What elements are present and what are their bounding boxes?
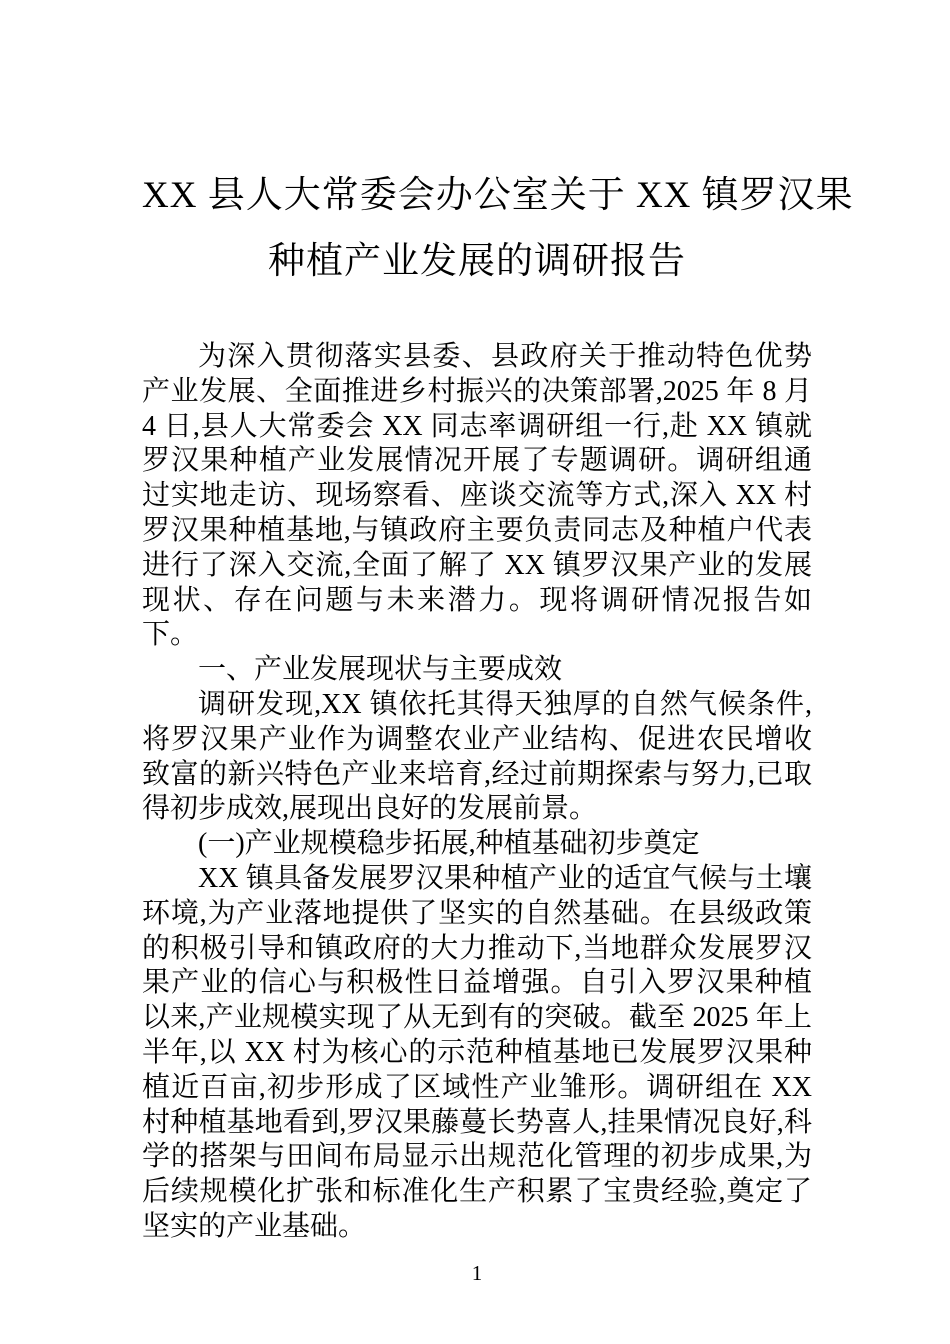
section-heading-1: 一、产业发展现状与主要成效 <box>198 654 563 686</box>
subsection-1-1-paragraph: XX 镇具备发展罗汉果种植产业的适宜气候与土壤环境,为产业落地提供了坚实的自然基础。在县级政策的积极引导和镇政府的大力推动下,当地群众发展罗汉果产业的信心与积极性日益增强。自引入罗汉果种植以来,产业规模实现了从无到有的突破。截至 2025 年上半年,以 XX 村为核心的示范种植基地已发展罗汉果种植近百亩,初步形成了区域性产业雏形。调研组在 XX 村种植基地看到,罗汉果藤蔓长势喜人,挂果情况良好,科学的搭架与田间布局显示出规范化管理的初步成果,为后续规模化扩张和标准化生产积累了宝贵经验,奠定了坚实的产业基础。 <box>142 862 812 1242</box>
document-title-line-2: 种植产业发展的调研报告 <box>268 241 686 282</box>
page-number: 1 <box>471 1260 483 1285</box>
document-title <box>142 163 854 295</box>
section-1-overview-paragraph: 调研发现,XX 镇依托其得天独厚的自然气候条件,将罗汉果产业作为调整农业产业结构、促进农民增收致富的新兴特色产业来培育,经过前期探索与努力,已取得初步成效,展现出良好的发展前景。 <box>142 688 812 825</box>
subsection-heading-1-1: (一)产业规模稳步拓展,种植基础初步奠定 <box>198 828 700 860</box>
intro-paragraph: 为深入贯彻落实县委、县政府关于推动特色优势产业发展、全面推进乡村振兴的决策部署,2025 年 8 月 4 日,县人大常委会 XX 同志率调研组一行,赴 XX 镇就罗汉果种植产业发展情况开展了专题调研。调研组通过实地走访、现场察看、座谈交流等方式,深入 XX 村罗汉果种植基地,与镇政府主要负责同志及种植户代表进行了深入交流,全面了解了 XX 镇罗汉果产业的发展现状、存在问题与未来潜力。现将调研情况报告如下。 <box>142 341 812 651</box>
document-body <box>142 340 812 1245</box>
document-title-line-1: XX 县人大常委会办公室关于 XX 镇罗汉果 <box>142 175 854 216</box>
